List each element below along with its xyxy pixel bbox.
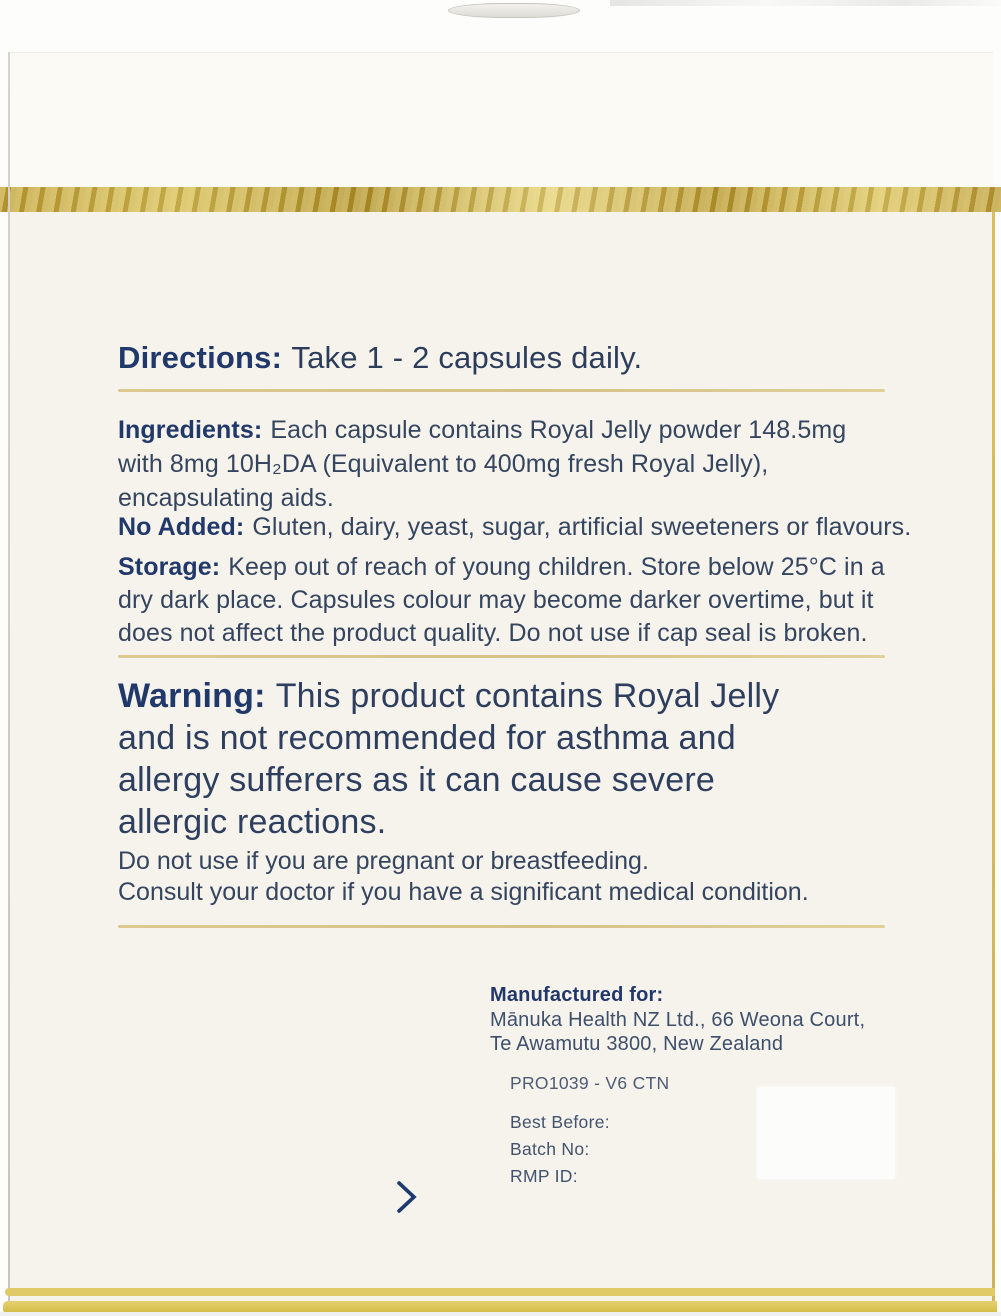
warning-line1: Warning: This product contains Royal Jelly	[118, 677, 780, 715]
box-face-top	[8, 52, 993, 188]
batch-no-label: Batch No:	[510, 1139, 590, 1159]
ingredients-section	[118, 413, 846, 515]
no-added-label: No Added:	[118, 513, 245, 541]
manufacturer-address-line2: Te Awamutu 3800, New Zealand	[490, 1033, 784, 1055]
chevron-right-icon	[395, 1179, 419, 1215]
gold-foil-band	[0, 187, 1001, 212]
blank-date-sticker	[757, 1087, 895, 1179]
storage-label: Storage:	[118, 553, 221, 581]
batch-info-block	[510, 1109, 610, 1190]
directions-label: Directions:	[118, 340, 283, 375]
gold-divider-middle	[118, 655, 885, 658]
no-added-text: Gluten, dairy, yeast, sugar, artificial sweeteners or flavours.	[252, 513, 912, 541]
warning-line2: and is not recommended for asthma and	[118, 719, 736, 757]
box-left-edge	[8, 52, 10, 1316]
directions-section	[118, 338, 642, 378]
advisory-line1: Do not use if you are pregnant or breastfeeding.	[118, 847, 649, 875]
manufactured-for-label: Manufactured for:	[490, 984, 664, 1006]
ingredients-label: Ingredients:	[118, 416, 263, 444]
rmp-id-label: RMP ID:	[510, 1166, 578, 1186]
warning-label: Warning:	[118, 677, 266, 715]
warning-line4: allergic reactions.	[118, 803, 387, 841]
bottom-edge	[0, 1312, 1001, 1316]
gold-divider-top	[118, 389, 885, 392]
advisory-line2: Consult your doctor if you have a significant medical condition.	[118, 878, 809, 906]
no-added-section	[118, 511, 911, 543]
storage-line3: does not affect the product quality. Do not use if cap seal is broken.	[118, 619, 868, 647]
bottom-gold-stripe-thin	[5, 1288, 995, 1296]
ingredients-line3: encapsulating aids.	[118, 484, 334, 512]
ingredients-line2: with 8mg 10H₂DA (Equivalent to 400mg fresh Royal Jelly),	[118, 450, 769, 478]
warning-line3: allergy sufferers as it can cause severe	[118, 761, 715, 799]
directions-text: Take 1 - 2 capsules daily.	[291, 340, 643, 375]
manufacturer-section	[490, 983, 865, 1057]
ingredients-line1: Ingredients: Each capsule contains Royal Jelly powder 148.5mg	[118, 416, 847, 444]
box-right-gold-edge	[992, 212, 995, 1316]
storage-line2: dry dark place. Capsules colour may become darker overtime, but it	[118, 586, 874, 614]
gold-divider-bottom	[118, 925, 885, 928]
storage-section	[118, 551, 885, 650]
box-lid-shadow	[610, 0, 1001, 6]
manufacturer-address-line1: Mānuka Health NZ Ltd., 66 Weona Court,	[490, 1008, 866, 1031]
storage-line1: Storage: Keep out of reach of young children. Store below 25°C in a	[118, 553, 885, 581]
bottom-gold-stripe-thick	[3, 1301, 997, 1312]
advisory-section	[118, 846, 809, 908]
warning-section	[118, 675, 779, 843]
product-code: PRO1039 - V6 CTN	[510, 1073, 670, 1093]
box-lid-tab	[448, 3, 580, 18]
best-before-label: Best Before:	[510, 1112, 610, 1132]
